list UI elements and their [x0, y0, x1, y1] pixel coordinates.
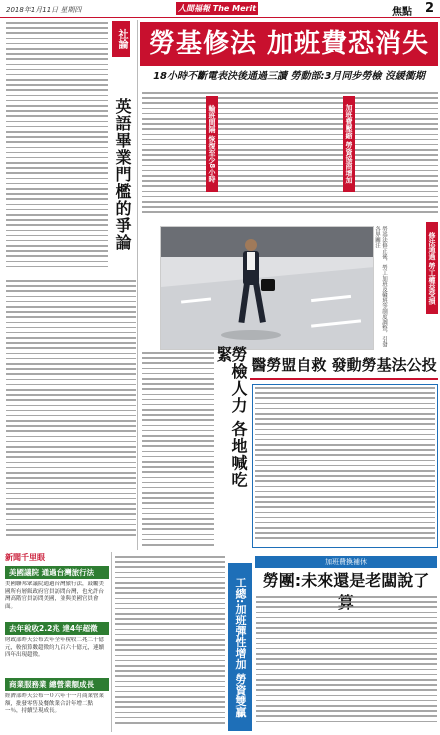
page-number: 2: [424, 1, 434, 16]
sidebar-item-head-3: 商業服務業 總營業額成長: [5, 678, 109, 691]
news-photo: [160, 226, 374, 350]
column-rule: [137, 20, 138, 550]
sidebar-rule: [111, 552, 112, 732]
story-title-medical-union: 醫勞盟自救 發動勞基法公投: [250, 350, 438, 380]
kicker-1: 修法通過 勞工權益受損: [426, 222, 438, 314]
pedestrian-photo-image: [161, 227, 374, 350]
photo-caption: 勞基法修正後，勞工加班及輪班等制度調整，引發各界關注: [374, 226, 387, 347]
bottom-vertical-headline: 工總:加班彈性增加 勞資雙贏: [228, 563, 252, 731]
sidebar-item-text-2: 財政部昨天公布去年全年稅收二兆二千億元，較預算數超徵約九百六十億元，連續四年出現超徵。: [5, 637, 105, 659]
main-story-body: [142, 92, 438, 220]
sidebar-item-head-2: 去年稅收2.2兆 達4年超徵: [5, 622, 109, 635]
sidebar-item-head-1: 美國議院 通過台灣旅行法: [5, 566, 109, 579]
bottom-story-body: [256, 596, 437, 732]
editorial-body: [6, 22, 108, 272]
bottom-headline: 勞團:未來還是老闆說了算: [262, 571, 430, 612]
kicker-2: 加班費壓縮 勞資協商增加: [343, 96, 355, 192]
medical-story-body: [252, 384, 438, 548]
sub-headline: 18小時不斷電表決後通過三讀 勞動部:3月同步勞檢 沒緩衝期: [153, 71, 425, 82]
labor-story-body: [142, 352, 214, 552]
continued-story-body: [115, 556, 225, 732]
editorial-tag: 社論: [112, 21, 130, 57]
issue-date: 2018年1月11日 星期四: [6, 6, 82, 14]
sidebar-title: 新聞千里眼: [5, 553, 45, 562]
editorial-body-lower: [6, 280, 136, 546]
page-header: [0, 0, 440, 18]
sidebar-item-text-1: 美國聯邦眾議院通過台灣旅行法，鼓勵美國所有層級政府官員訪問台灣，也允許台灣高階官員訪問美國，並與美國官員會面。: [5, 581, 105, 610]
section-name: 焦點: [392, 7, 412, 18]
sidebar-item-text-3: 經濟部昨天公布一０六年十一月商業營業額，批發零售及餐飲業合計年增二點一％，持續呈現成長。: [5, 693, 105, 715]
newspaper-logo: 人間福報 The Merit: [177, 4, 257, 13]
bottom-kicker-bar: 加班費換補休: [255, 556, 437, 568]
story-title-labor-inspection: 勞檢人力 各地喊吃緊: [214, 346, 248, 489]
main-headline: 勞基修法 加班費恐消失: [140, 22, 438, 66]
kicker-3: 輪班間隔 恢復至少8小時: [206, 96, 218, 192]
editorial-title: 英語畢業門檻的爭論: [113, 98, 132, 251]
